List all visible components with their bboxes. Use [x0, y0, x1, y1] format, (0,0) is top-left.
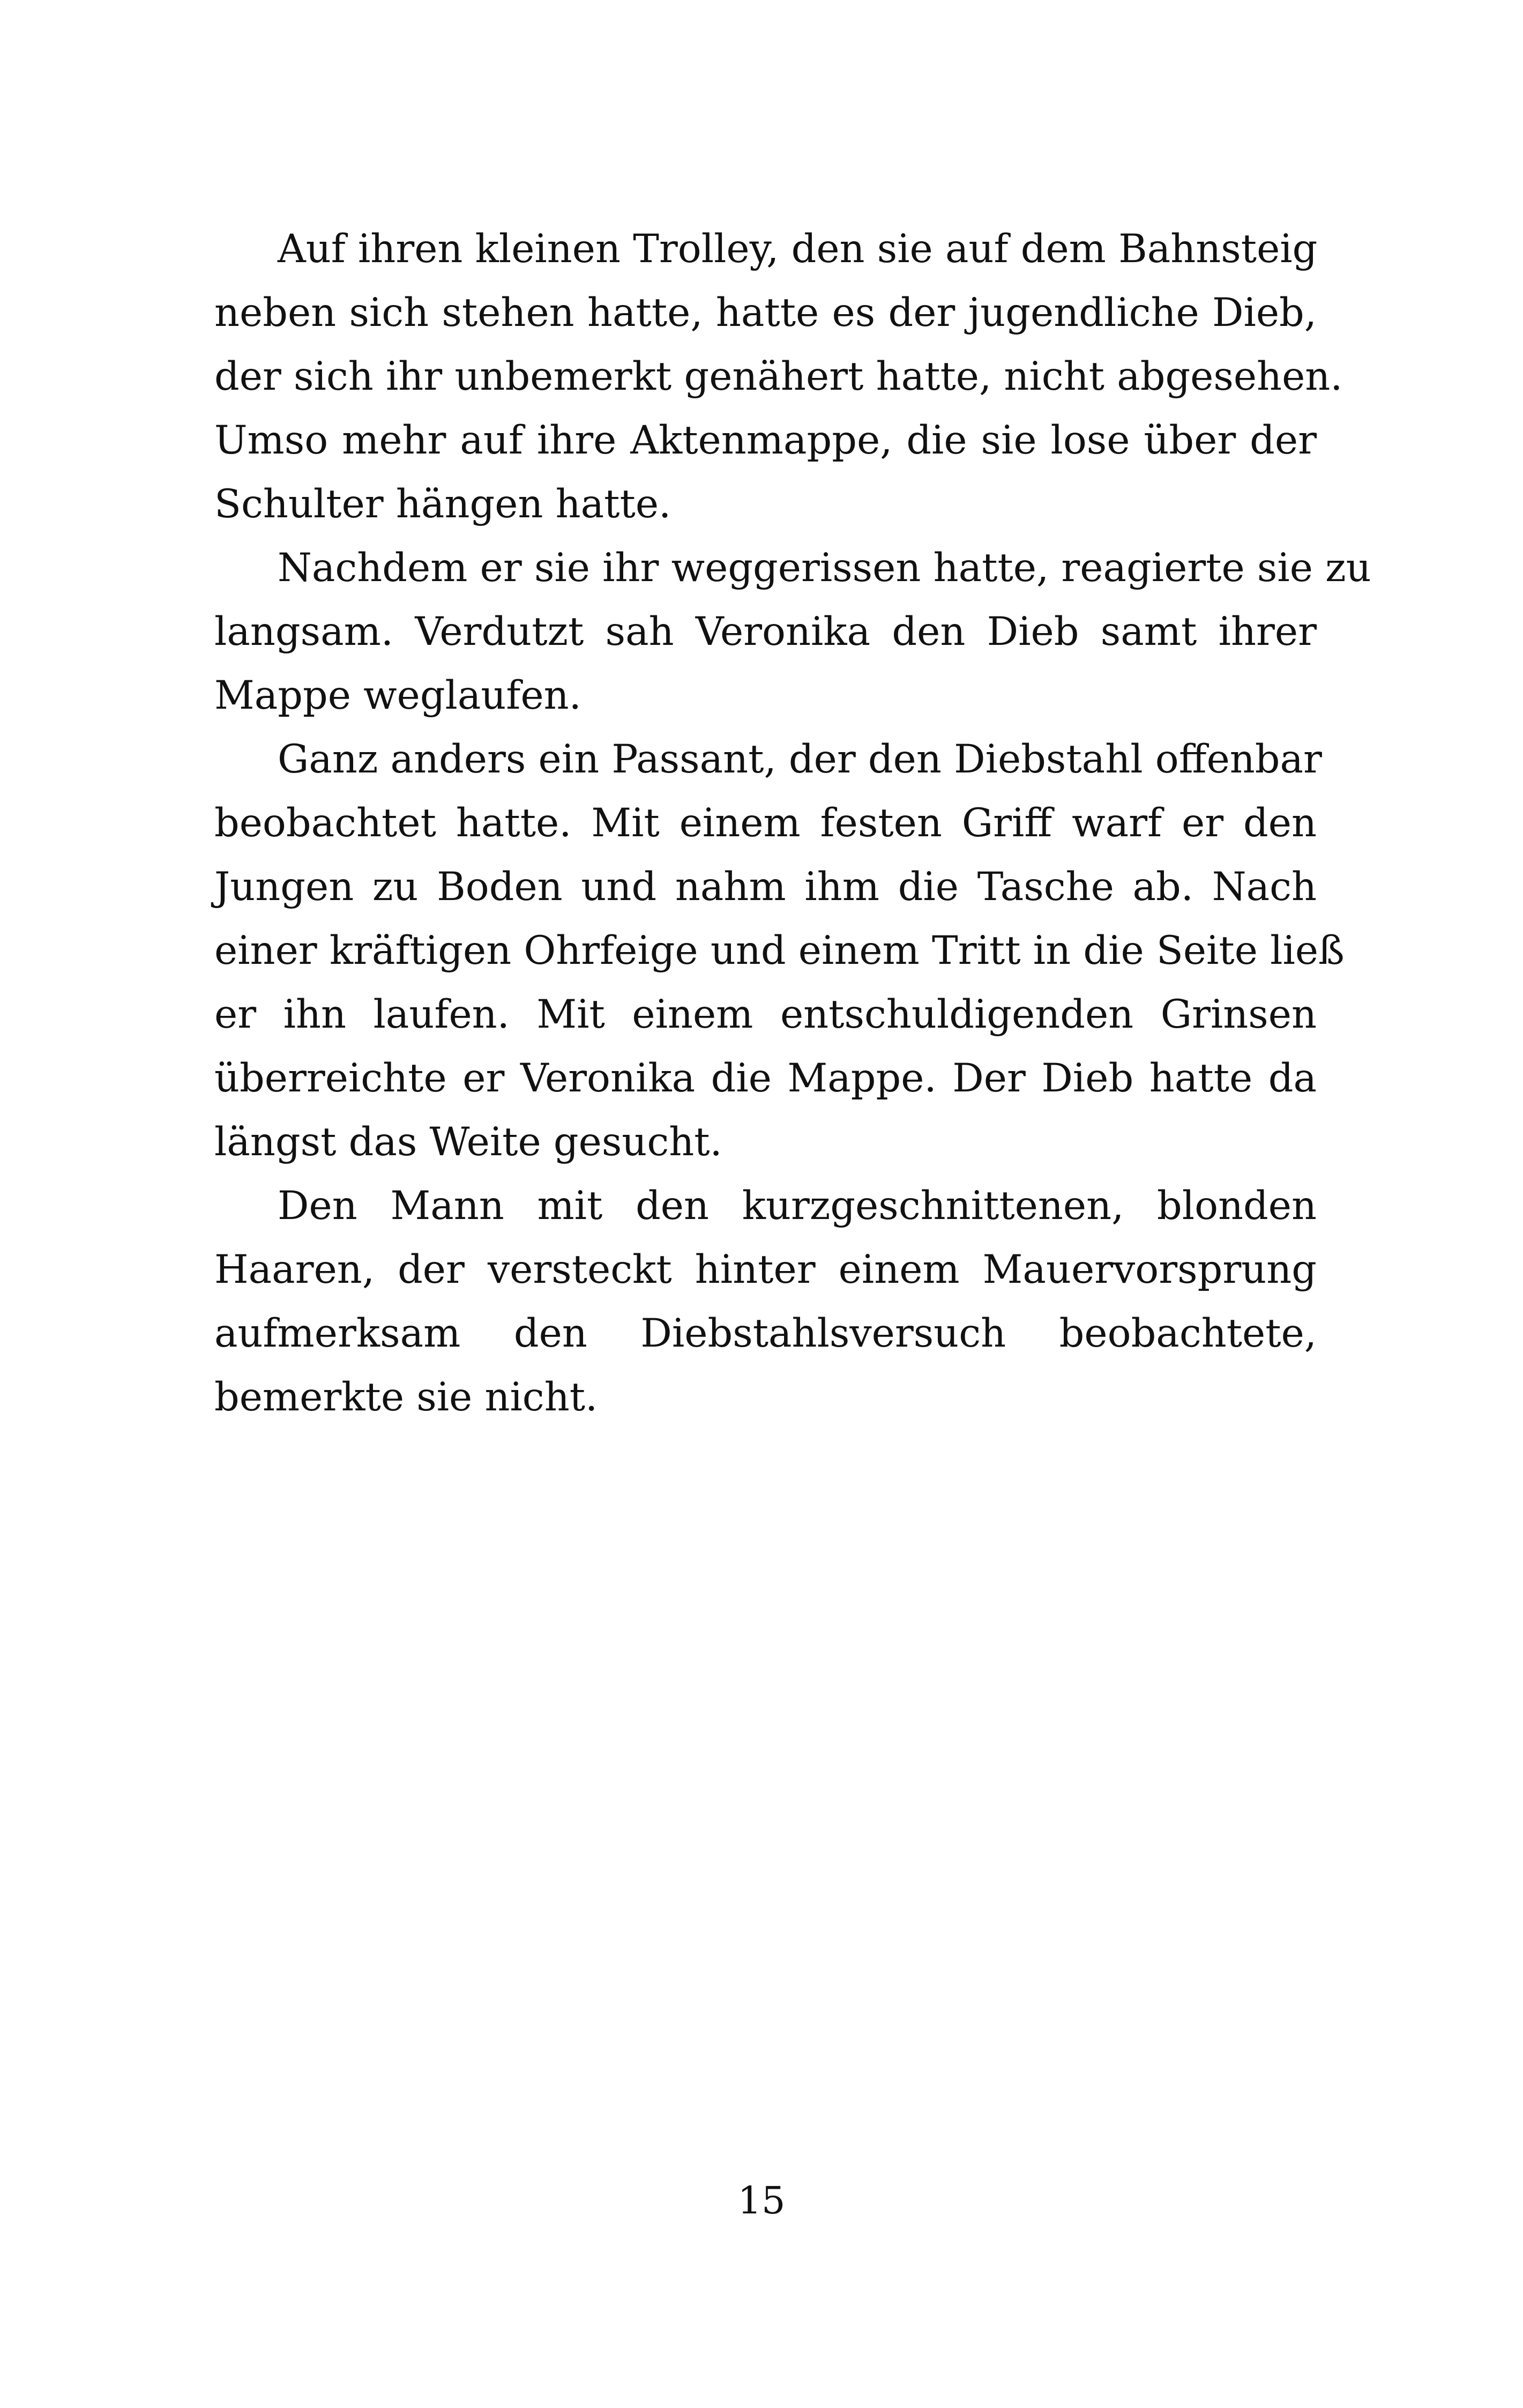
text-line: einer kräftigen Ohrfeige und einem Tritt in die Seite ließ [214, 928, 1345, 973]
text-line: Nachdem er sie ihr weggerissen hatte, reagierte sie zu [278, 545, 1371, 591]
text-line: Haaren, der versteckt hinter einem Mauervorsprung [214, 1247, 1317, 1292]
text-line: überreichte er Veronika die Mappe. Der Dieb hatte da [214, 1056, 1317, 1101]
text-line: langsam. Verdutzt sah Veronika den Dieb samt ihrer [214, 609, 1317, 655]
text-line: Den Mann mit den kurzgeschnittenen, blonden [278, 1183, 1317, 1229]
page-number: 15 [737, 2179, 786, 2223]
paragraph-2 [214, 536, 1371, 727]
paragraph-1 [214, 217, 1343, 536]
text-line: er ihn laufen. Mit einem entschuldigenden Grinsen [214, 992, 1317, 1037]
text-line: neben sich stehen hatte, hatte es der jugendliche Dieb, [214, 290, 1317, 336]
paragraph-3 [214, 727, 1345, 1174]
text-line: aufmerksam den Diebstahlsversuch beobachtete, [214, 1311, 1317, 1356]
text-line: der sich ihr unbemerkt genähert hatte, nicht abgesehen. [214, 354, 1343, 399]
text-line: Schulter hängen hatte. [214, 481, 671, 527]
text-line: beobachtet hatte. Mit einem festen Griff warf er den [214, 800, 1317, 846]
text-line: Auf ihren kleinen Trolley, den sie auf dem Bahnsteig [278, 226, 1318, 272]
text-line: Ganz anders ein Passant, der den Diebstahl offenbar [278, 737, 1322, 782]
body-text [214, 217, 1371, 1429]
text-line: Mappe weglaufen. [214, 673, 581, 718]
paragraph-4 [214, 1174, 1317, 1429]
text-line: längst das Weite gesucht. [214, 1119, 722, 1165]
text-line: Jungen zu Boden und nahm ihm die Tasche ab. Nach [214, 864, 1317, 910]
text-line: bemerkte sie nicht. [214, 1374, 598, 1420]
text-line: Umso mehr auf ihre Aktenmappe, die sie lose über der [214, 418, 1317, 463]
